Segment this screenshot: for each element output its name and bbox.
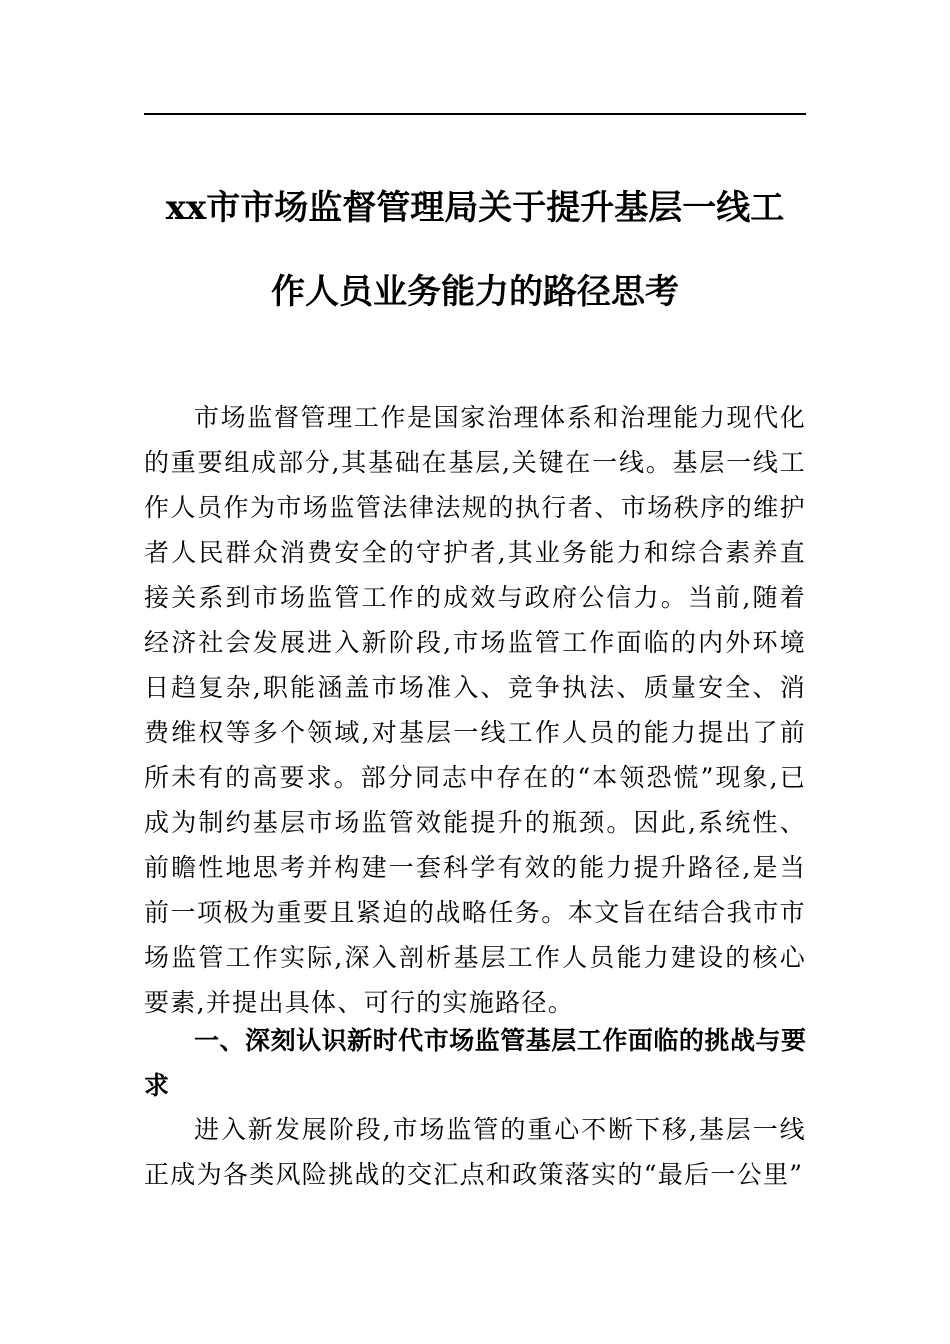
section-1-paragraph: 进入新发展阶段,市场监管的重心不断下移,基层一线正成为各类风险挑战的交汇点和政策落实的“最后一公里” [144,1115,806,1189]
intro-paragraph: 市场监督管理工作是国家治理体系和治理能力现代化的重要组成部分,其基础在基层,关键在一线。基层一线工作人员作为市场监管法律法规的执行者、市场秩序的维护者人民群众消费安全的守护者,其业务能力和综合素养直接关系到市场监管工作的成效与政府公信力。当前,随着经济社会发展进入新阶段,市场监管工作面临的内外环境日趋复杂,职能涵盖市场准入、竞争执法、质量安全、消费维权等多个领域,对基层一线工作人员的能力提出了前所未有的高要求。部分同志中存在的“本领恐慌”现象,已成为制约基层市场监管效能提升的瓶颈。因此,系统性、前瞻性地思考并构建一套科学有效的能力提升路径,是当前一项极为重要且紧迫的战略任务。本文旨在结合我市市场监管工作实际,深入剖析基层工作人员能力建设的核心要素,并提出具体、可行的实施路径。 [144,403,806,1017]
document-title [130,166,820,334]
header-rule [144,113,806,115]
title-line-2: 作人员业务能力的路径思考 [271,272,679,312]
title-line-1: xx市市场监督管理局关于提升基层一线工 [165,188,785,228]
section-1-heading: 一、深刻认识新时代市场监管基层工作面临的挑战与要求 [144,1026,806,1100]
